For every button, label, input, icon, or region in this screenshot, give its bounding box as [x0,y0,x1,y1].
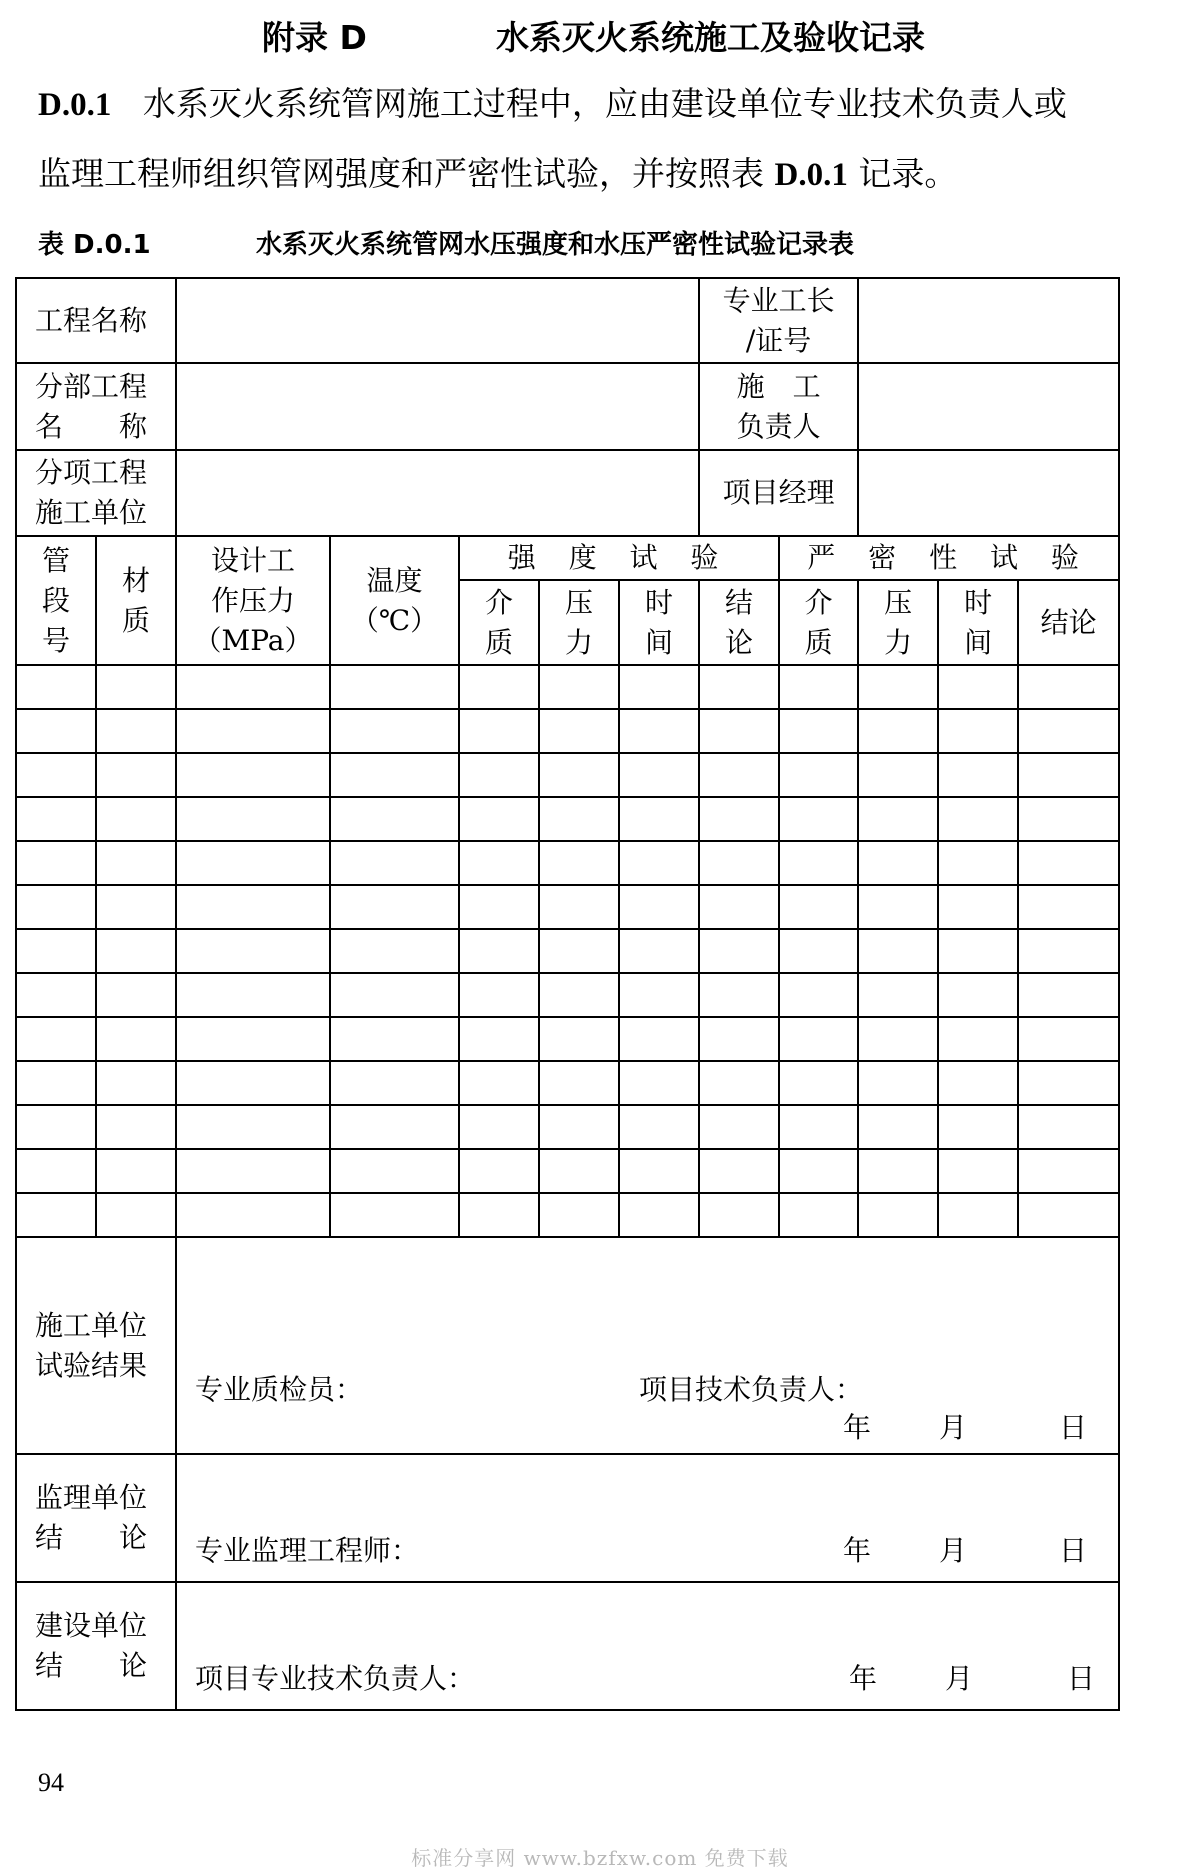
table-cell[interactable] [96,1149,176,1193]
foreman-value[interactable] [858,278,1119,363]
table-cell[interactable] [699,665,779,709]
table-cell[interactable] [16,929,96,973]
sub-project-label-line1: 分部工程 [35,369,148,403]
table-cell[interactable] [1018,1193,1119,1237]
contractor-result-line1: 施工单位 [35,1308,148,1342]
table-cell[interactable] [858,841,938,885]
table-cell[interactable] [938,973,1018,1017]
temperature-header [330,536,459,665]
owner-row [16,1582,1119,1710]
pipe-header-char-3: 号 [41,623,70,657]
table-cell[interactable] [699,709,779,753]
paragraph-line-1 [38,84,1067,125]
table-cell[interactable] [330,1149,459,1193]
table-cell[interactable] [779,1193,858,1237]
table-cell[interactable] [176,1105,330,1149]
table-cell[interactable] [16,973,96,1017]
table-cell[interactable] [938,1105,1018,1149]
sub-project-label-line2: 名 称 [35,409,148,443]
table-cell[interactable] [1018,1061,1119,1105]
table-cell[interactable] [858,665,938,709]
table-cell[interactable] [938,709,1018,753]
table-cell[interactable] [779,929,858,973]
design-pressure-line1: 设计工 [211,543,296,577]
table-cell[interactable] [459,1061,539,1105]
table-cell[interactable] [1018,753,1119,797]
paragraph-text-2b: 记录。 [847,154,958,193]
table-row [16,973,1119,1017]
table-cell[interactable] [699,841,779,885]
table-cell[interactable] [96,1193,176,1237]
table-caption-label: 表 D.0.1 [38,230,151,260]
pipe-segment-header [16,536,96,665]
table-cell[interactable] [779,1105,858,1149]
table-cell[interactable] [459,841,539,885]
table-cell[interactable] [96,709,176,753]
item-unit-value[interactable] [176,450,699,536]
table-cell[interactable] [699,885,779,929]
pipe-header-char-2: 段 [41,583,70,617]
table-cell[interactable] [858,797,938,841]
contractor-result-line2: 试验结果 [35,1348,148,1382]
table-cell[interactable] [16,1149,96,1193]
table-cell[interactable] [779,753,858,797]
table-caption [38,222,1038,262]
table-cell[interactable] [779,709,858,753]
material-header-char-2: 质 [122,603,151,637]
temperature-line1: 温度 [366,563,423,597]
table-cell[interactable] [16,841,96,885]
table-cell[interactable] [539,1193,619,1237]
table-cell[interactable] [96,665,176,709]
table-cell[interactable] [96,797,176,841]
table-row [16,753,1119,797]
table-cell[interactable] [858,973,938,1017]
table-cell[interactable] [16,1017,96,1061]
table-cell[interactable] [330,753,459,797]
table-cell[interactable] [539,1061,619,1105]
table-cell[interactable] [938,841,1018,885]
contractor-year-label: 年 [843,1411,872,1444]
table-cell[interactable] [858,709,938,753]
table-cell[interactable] [858,1193,938,1237]
table-cell[interactable] [858,1149,938,1193]
sub-project-value[interactable] [176,363,699,450]
table-cell[interactable] [16,885,96,929]
table-cell[interactable] [459,709,539,753]
table-cell[interactable] [619,753,699,797]
column-header-row-1 [16,536,1119,580]
table-cell[interactable] [16,1105,96,1149]
table-cell[interactable] [16,709,96,753]
table-cell[interactable] [96,841,176,885]
table-row [16,1149,1119,1193]
design-pressure-line3: （MPa） [193,623,313,657]
table-cell[interactable] [858,1017,938,1061]
tightness-conclusion-header: 结论 [1018,580,1119,665]
table-cell[interactable] [699,929,779,973]
supervision-row [16,1454,1119,1582]
table-cell[interactable] [16,1193,96,1237]
clause-number: D.0.1 [38,87,112,123]
table-cell[interactable] [539,885,619,929]
strength-conclusion-header [699,580,779,665]
table-cell[interactable] [539,973,619,1017]
item-unit-label-line2: 施工单位 [35,496,148,529]
paragraph-text-2a: 监理工程师组织管网强度和严密性试验，并按照表 [38,154,775,193]
contractor-result-value[interactable] [176,1237,1119,1454]
contractor-month-label: 月 [939,1411,968,1444]
table-cell[interactable] [699,973,779,1017]
table-row [16,841,1119,885]
tightness-medium-char-2: 质 [804,625,833,659]
table-cell[interactable] [779,797,858,841]
table-cell[interactable] [330,885,459,929]
table-cell[interactable] [176,929,330,973]
project-manager-label: 项目经理 [699,450,858,536]
table-cell[interactable] [619,797,699,841]
table-cell[interactable] [779,665,858,709]
strength-medium-char-1: 介 [485,585,514,619]
supervision-label [16,1454,176,1582]
table-cell[interactable] [330,1105,459,1149]
appendix-title: 水系灭火系统施工及验收记录 [496,18,925,57]
table-cell[interactable] [779,973,858,1017]
owner-line1: 建设单位 [35,1609,148,1642]
table-cell[interactable] [1018,797,1119,841]
table-cell[interactable] [938,665,1018,709]
construction-lead-line1: 施 工 [736,369,821,403]
supervision-month-label: 月 [939,1534,968,1567]
table-cell[interactable] [330,1193,459,1237]
table-cell[interactable] [459,797,539,841]
table-row [16,1017,1119,1061]
table-cell[interactable] [96,1061,176,1105]
table-cell[interactable] [330,665,459,709]
supervision-year-label: 年 [843,1534,872,1567]
table-cell[interactable] [858,1105,938,1149]
table-reference: D.0.1 [774,157,848,193]
strength-test-header: 强 度 试 验 [459,536,779,580]
tightness-time-char-1: 时 [964,585,993,619]
strength-medium-char-2: 质 [485,625,514,659]
table-cell[interactable] [96,1017,176,1061]
design-pressure-header [176,536,330,665]
paragraph-line-2 [38,154,957,195]
table-cell[interactable] [16,797,96,841]
owner-day-label: 日 [1067,1662,1096,1695]
table-cell[interactable] [330,797,459,841]
table-cell[interactable] [619,1105,699,1149]
item-unit-label-line1: 分项工程 [35,456,148,489]
table-row [16,797,1119,841]
table-cell[interactable] [619,929,699,973]
table-cell[interactable] [176,973,330,1017]
contractor-day-label: 日 [1059,1411,1088,1444]
table-cell[interactable] [539,1017,619,1061]
table-cell[interactable] [858,1061,938,1105]
table-cell[interactable] [938,1193,1018,1237]
supervision-line1: 监理单位 [35,1481,148,1514]
material-header-char-1: 材 [122,563,151,597]
supervision-line2: 结 论 [35,1521,148,1554]
page-number: 94 [38,1768,64,1797]
table-cell[interactable] [779,1061,858,1105]
table-row [16,885,1119,929]
table-body [16,278,1119,665]
sub-project-row [16,363,1119,450]
table-cell[interactable] [459,1017,539,1061]
table-cell[interactable] [539,797,619,841]
appendix-heading [0,8,1200,56]
table-cell[interactable] [330,973,459,1017]
table-cell[interactable] [619,1193,699,1237]
table-cell[interactable] [699,1017,779,1061]
table-cell[interactable] [938,1061,1018,1105]
table-cell[interactable] [619,841,699,885]
table-cell[interactable] [1018,973,1119,1017]
table-cell[interactable] [459,885,539,929]
project-name-value[interactable] [176,278,699,363]
table-cell[interactable] [539,1105,619,1149]
table-row [16,1105,1119,1149]
table-cell[interactable] [459,1105,539,1149]
table-cell[interactable] [1018,1149,1119,1193]
table-cell[interactable] [96,753,176,797]
table-cell[interactable] [938,1017,1018,1061]
table-cell[interactable] [619,665,699,709]
table-cell[interactable] [176,885,330,929]
table-cell[interactable] [938,885,1018,929]
table-cell[interactable] [938,753,1018,797]
table-cell[interactable] [858,929,938,973]
table-cell[interactable] [539,753,619,797]
table-cell[interactable] [779,885,858,929]
contractor-result-row [16,1237,1119,1454]
blank-data-rows [16,665,1119,1237]
owner-value[interactable] [176,1582,1119,1710]
strength-time-header [619,580,699,665]
table-cell[interactable] [619,885,699,929]
table-cell[interactable] [459,753,539,797]
table-cell[interactable] [459,1149,539,1193]
table-cell[interactable] [539,709,619,753]
owner-year-label: 年 [849,1662,878,1695]
tightness-medium-char-1: 介 [804,585,833,619]
supervision-day-label: 日 [1059,1534,1088,1567]
foreman-label [699,278,858,363]
table-cell[interactable] [176,797,330,841]
pipe-header-char-1: 管 [41,543,70,577]
item-unit-label [16,450,176,536]
test-record-table [15,277,1120,1711]
table-cell[interactable] [330,841,459,885]
sub-project-label [16,363,176,450]
paragraph-text-1: 水系灭火系统管网施工过程中，应由建设单位专业技术负责人或 [142,84,1067,123]
table-cell[interactable] [459,665,539,709]
table-cell[interactable] [176,841,330,885]
table-cell[interactable] [459,929,539,973]
table-cell[interactable] [779,1017,858,1061]
table-cell[interactable] [176,1193,330,1237]
table-cell[interactable] [96,885,176,929]
tightness-pressure-header [858,580,938,665]
appendix-label: 附录 D [262,18,367,57]
table-cell[interactable] [176,709,330,753]
table-cell[interactable] [1018,1105,1119,1149]
table-cell[interactable] [1018,841,1119,885]
signature-section [16,1237,1119,1710]
table-cell[interactable] [699,1193,779,1237]
tightness-pressure-char-1: 压 [884,585,913,619]
table-cell[interactable] [16,1061,96,1105]
project-name-row [16,278,1119,363]
design-pressure-line2: 作压力 [211,583,296,617]
table-cell[interactable] [619,709,699,753]
table-cell[interactable] [619,973,699,1017]
table-cell[interactable] [779,841,858,885]
strength-conclusion-char-2: 论 [725,625,754,659]
table-cell[interactable] [699,1149,779,1193]
table-cell[interactable] [459,973,539,1017]
table-cell[interactable] [176,1149,330,1193]
table-cell[interactable] [619,1061,699,1105]
strength-pressure-char-1: 压 [565,585,594,619]
table-cell[interactable] [1018,929,1119,973]
tightness-medium-header [779,580,858,665]
project-manager-value[interactable] [858,450,1119,536]
temperature-line2: （℃） [350,603,439,637]
owner-label [16,1582,176,1710]
table-cell[interactable] [96,973,176,1017]
table-cell[interactable] [1018,709,1119,753]
tightness-pressure-char-2: 力 [884,625,913,659]
table-cell[interactable] [539,841,619,885]
table-row [16,709,1119,753]
owner-month-label: 月 [945,1662,974,1695]
strength-pressure-char-2: 力 [565,625,594,659]
table-caption-title: 水系灭火系统管网水压强度和水压严密性试验记录表 [256,230,855,260]
construction-lead-value[interactable] [858,363,1119,450]
table-cell[interactable] [330,1017,459,1061]
tightness-time-char-2: 间 [964,625,993,659]
table-cell[interactable] [539,929,619,973]
owner-tech-lead-label: 项目专业技术负责人： [195,1662,476,1695]
supervising-engineer-label: 专业监理工程师： [195,1534,420,1567]
foreman-label-line2: /证号 [745,323,812,357]
table-cell[interactable] [1018,885,1119,929]
strength-conclusion-char-1: 结 [725,585,754,619]
construction-lead-line2: 负责人 [736,409,821,443]
quality-inspector-label: 专业质检员： [195,1373,364,1406]
owner-line2: 结 论 [35,1649,148,1682]
table-cell[interactable] [539,665,619,709]
table-cell[interactable] [938,1149,1018,1193]
table-cell[interactable] [858,753,938,797]
table-cell[interactable] [619,1149,699,1193]
table-cell[interactable] [176,1061,330,1105]
table-cell[interactable] [1018,665,1119,709]
table-cell[interactable] [96,929,176,973]
table-cell[interactable] [699,753,779,797]
construction-lead-label [699,363,858,450]
tech-lead-label: 项目技术负责人： [639,1373,864,1406]
table-row [16,1061,1119,1105]
table-row [16,929,1119,973]
project-name-label: 工程名称 [16,278,176,363]
table-cell[interactable] [1018,1017,1119,1061]
tightness-test-header: 严 密 性 试 验 [779,536,1119,580]
watermark: 标准分享网 www.bzfxw.com 免费下载 [411,1846,789,1870]
strength-pressure-header [539,580,619,665]
table-cell[interactable] [176,1017,330,1061]
table-cell[interactable] [938,797,1018,841]
table-cell[interactable] [858,885,938,929]
table-cell[interactable] [176,753,330,797]
table-cell[interactable] [16,753,96,797]
strength-time-char-1: 时 [645,585,674,619]
table-cell[interactable] [16,665,96,709]
table-cell[interactable] [619,1017,699,1061]
table-cell[interactable] [699,1061,779,1105]
table-row [16,665,1119,709]
item-unit-row [16,450,1119,536]
contractor-result-label [16,1237,176,1454]
table-cell[interactable] [699,797,779,841]
strength-medium-header [459,580,539,665]
table-cell[interactable] [779,1149,858,1193]
table-cell[interactable] [96,1105,176,1149]
supervision-value[interactable] [176,1454,1119,1582]
table-cell[interactable] [699,1105,779,1149]
tightness-time-header [938,580,1018,665]
table-cell[interactable] [330,1061,459,1105]
table-cell[interactable] [330,709,459,753]
table-cell[interactable] [176,665,330,709]
strength-time-char-2: 间 [645,625,674,659]
foreman-label-line1: 专业工长 [722,283,835,317]
table-cell[interactable] [330,929,459,973]
material-header [96,536,176,665]
table-cell[interactable] [938,929,1018,973]
table-cell[interactable] [539,1149,619,1193]
table-cell[interactable] [459,1193,539,1237]
table-row [16,1193,1119,1237]
